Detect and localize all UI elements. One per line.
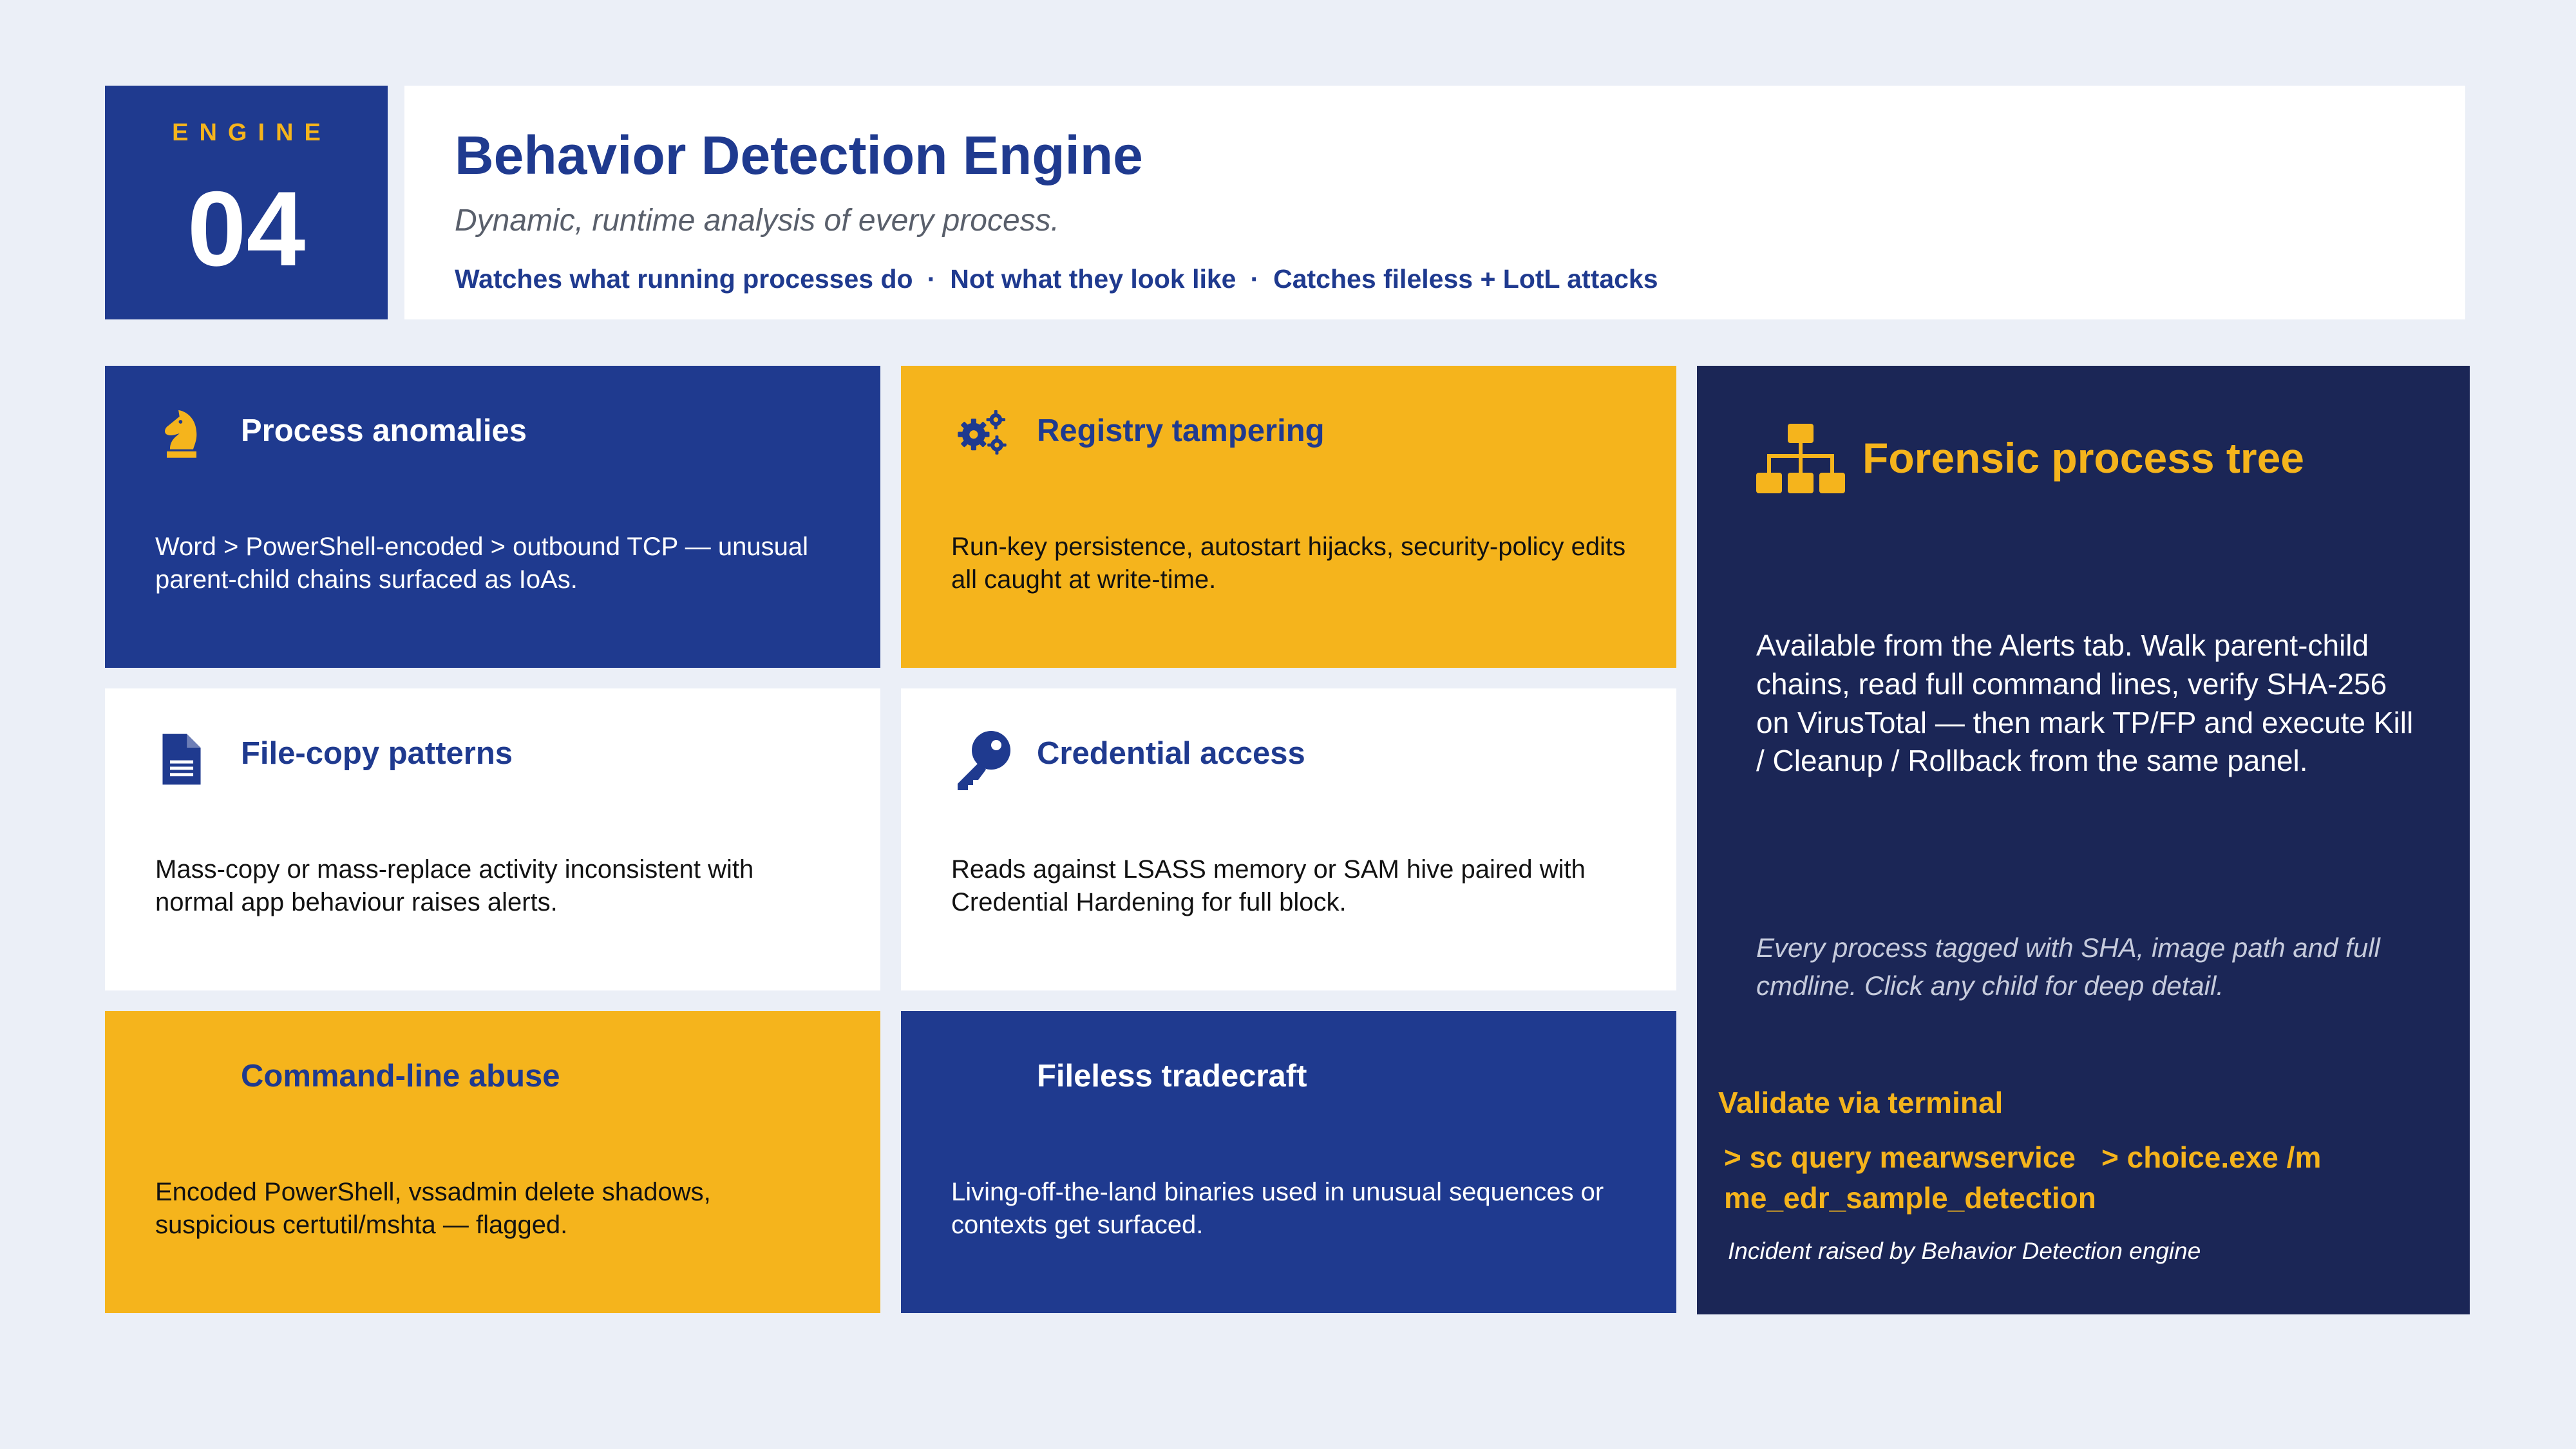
sitemap-icon (1756, 424, 1845, 495)
card-file-copy-patterns (105, 688, 880, 990)
card-title: Credential access (1037, 736, 1305, 771)
card-body: Living-off-the-land binaries used in unusual sequences or contexts get surfaced. (951, 1178, 1604, 1239)
page-title: Behavior Detection Engine (455, 125, 1143, 185)
header-card (404, 86, 2465, 319)
card-body: Encoded PowerShell, vssadmin delete shadows, suspicious certutil/mshta — flagged. (155, 1178, 711, 1239)
page-subtitle: Dynamic, runtime analysis of every process. (455, 204, 1059, 238)
chess-knight-icon (155, 407, 208, 460)
tag-item: Not what they look like (950, 264, 1236, 294)
card-title: File-copy patterns (241, 736, 513, 771)
validate-note: Incident raised by Behavior Detection engine (1728, 1238, 2201, 1264)
card-body: Mass-copy or mass-replace activity inconsistent with normal app behaviour raises alerts. (155, 855, 754, 916)
card-title: Registry tampering (1037, 413, 1325, 448)
card-registry-tampering (901, 366, 1676, 668)
tag-item: Watches what running processes do (455, 264, 913, 294)
tag-separator: · (927, 264, 936, 294)
card-process-anomalies (105, 366, 880, 668)
engine-label: ENGINE (172, 119, 332, 146)
card-credential-access (901, 688, 1676, 990)
document-icon (155, 727, 208, 791)
key-icon (951, 727, 1016, 791)
terminal-command: > sc query mearwservice (1724, 1141, 2076, 1174)
terminal-command: > choice.exe /m me_edr_sample_detection (1724, 1141, 2322, 1215)
card-body: Run-key persistence, autostart hijacks, security-policy edits all caught at write-time. (951, 533, 1626, 594)
engine-number: 04 (187, 169, 306, 288)
gears-icon (950, 407, 1014, 460)
header-tags (455, 264, 1658, 294)
card-title: Fileless tradecraft (1037, 1059, 1307, 1094)
validate-box (1697, 1069, 2470, 1314)
card-title: Command-line abuse (241, 1059, 560, 1094)
engine-badge (105, 86, 388, 319)
forensic-body: Available from the Alerts tab. Walk parent-child chains, read full command lines, verify SHA-256 on VirusTotal — then mark TP/FP and execute Kill / Cleanup / Rollback from the same panel. (1756, 629, 2414, 778)
validate-title: Validate via terminal (1718, 1086, 2003, 1119)
card-body: Word > PowerShell-encoded > outbound TCP — unusual parent-child chains surfaced as IoAs. (155, 533, 808, 594)
forensic-title: Forensic process tree (1862, 434, 2304, 482)
forensic-note: Every process tagged with SHA, image path and full cmdline. Click any child for deep detail. (1756, 933, 2380, 1001)
terminal-commands (1724, 1137, 2420, 1218)
tag-item: Catches fileless + LotL attacks (1273, 264, 1658, 294)
card-body: Reads against LSASS memory or SAM hive paired with Credential Hardening for full block. (951, 855, 1586, 916)
card-title: Process anomalies (241, 413, 527, 448)
tag-separator: · (1250, 264, 1260, 294)
card-fileless-tradecraft (901, 1011, 1676, 1313)
card-command-line-abuse (105, 1011, 880, 1313)
